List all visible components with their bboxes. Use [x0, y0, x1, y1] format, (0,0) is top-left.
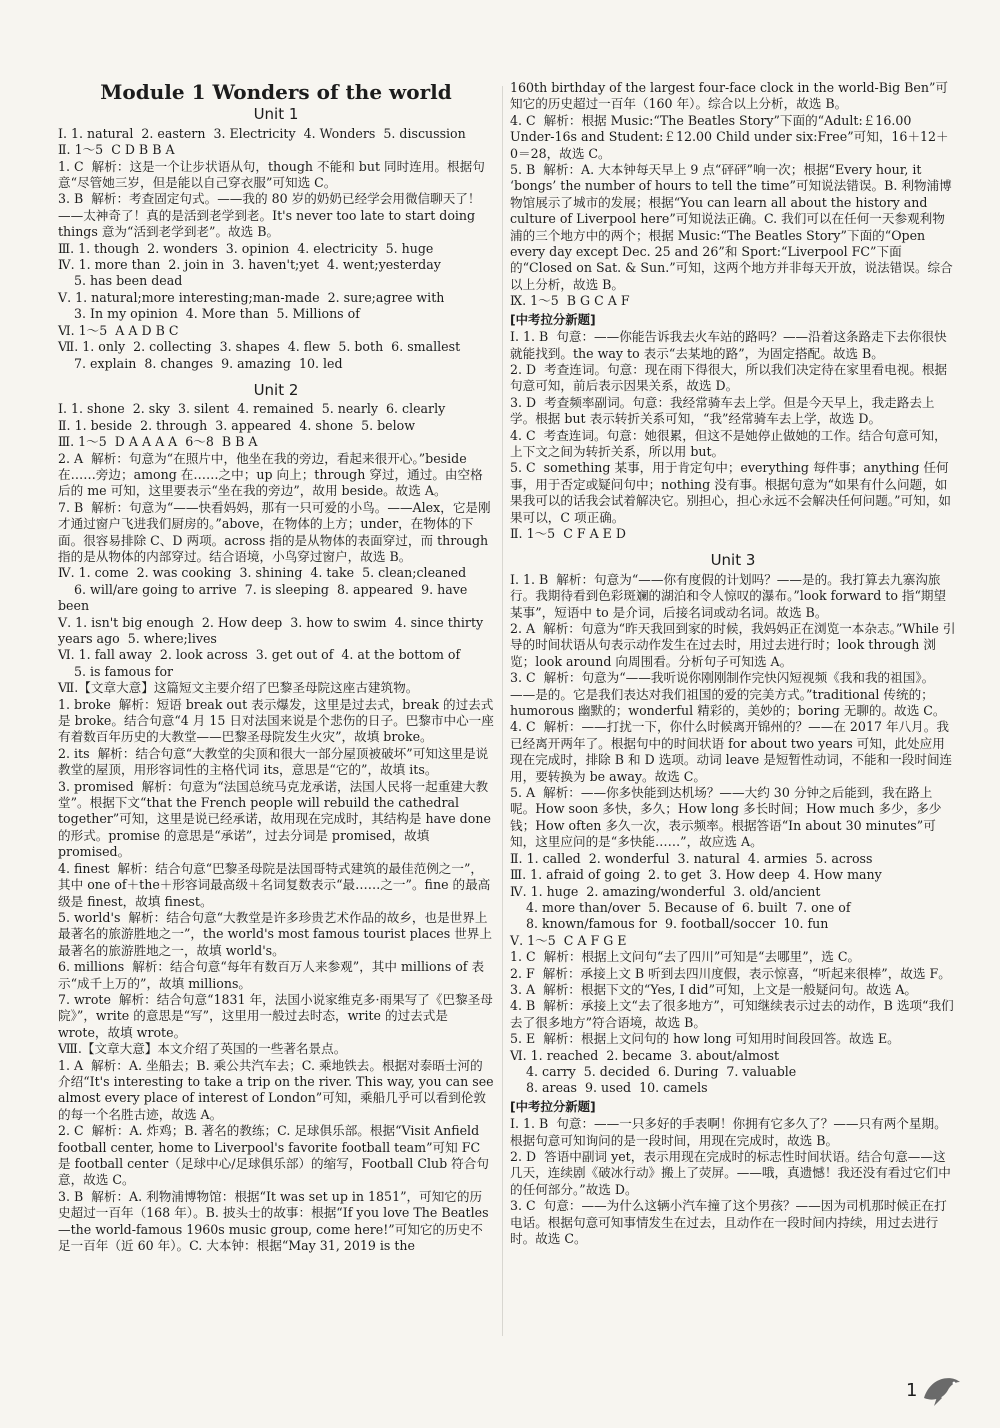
answer-line: 2. C 解析：A. 炸鸡；B. 著名的教练；C. 足球俱乐部。根据“Visit Anfield football center, home to Liverpool's favorite football team”可知 FC 是 football center（足球中心/足球俱乐部）的缩写，Football Club 符合句意，故选 C。 [58, 1123, 489, 1188]
answer-line: Ⅱ. 1～5 C D B B A [58, 142, 175, 158]
unit2-answers [58, 401, 498, 1254]
answer-line: Ⅷ.【文章大意】本文介绍了英国的一些著名景点。 [58, 1041, 347, 1057]
answer-line: Ⅰ. 1. B 解析：句意为“——你有度假的计划吗？——是的。我打算去九寨沟旅行。我期待看到色彩斑斓的湖泊和令人惊叹的瀑布。”look forward to 指“期望某事”，短语中 to 是介词，后接名词或动名词。故选 B。 [510, 571, 947, 620]
answer-line: 3. B 解析：A. 利物浦博物馆：根据“It was set up in 1851”，可知它的历史超过一百年（168 年）。B. 披头士的故事：根据“If you love The Beatles—the world-famous 1960s music group, come here!”可知它的历史不足一百年（近 60 年）。C. 大本钟：根据“May 31, 2019 is the [58, 1188, 489, 1254]
answer-line: Ⅱ. 1. called 2. wonderful 3. natural 4. armies 5. across [510, 850, 873, 866]
unit2-title: Unit 2 [253, 380, 299, 399]
answer-line: Ⅶ.【文章大意】这篇短文主要介绍了巴黎圣母院这座古建筑物。 [58, 680, 419, 696]
left-column [58, 80, 498, 1254]
answer-line: Ⅶ. 1. only 2. collecting 3. shapes 4. flew 5. both 6. smallest [58, 339, 461, 355]
unit3-answers [510, 572, 956, 1097]
answer-line: 7. wrote 解析：结合句意“1831 年，法国小说家维克多·雨果写了《巴黎圣母院》”，write 的意思是“写”，这里用一般过去时态，write 的过去式是 wrote，故填 wrote。 [58, 991, 493, 1040]
answer-line: 4. more than/over 5. Because of 6. built 7. one of [510, 899, 851, 915]
answer-line: Ⅲ. 1. though 2. wonders 3. opinion 4. electricity 5. huge [58, 240, 434, 256]
answer-line: 6. will/are going to arrive 7. is sleeping 8. appeared 9. have been [58, 581, 472, 614]
answer-line: 2. A 解析：句意为“在照片中，他坐在我的旁边，看起来很开心。”beside 在……旁边；among 在……之中；up 向上；through 穿过，通过。由空格后的 me 可知，这里要表示“坐在我的旁边”，故用 beside。故选 A。 [58, 450, 483, 499]
answer-line: Ⅰ. 1. B 句意：——你能告诉我去火车站的路吗？——沿着这条路走下去你很快就能找到。the way to 表示“去某地的路”，为固定搭配。故选 B。 [510, 329, 947, 361]
right-column [510, 80, 956, 1247]
answer-line: Ⅳ. 1. come 2. was cooking 3. shining 4. take 5. clean;cleaned [58, 565, 467, 581]
answer-line: 8. known/famous for 9. football/soccer 10. fun [510, 916, 829, 932]
answer-line: 2. F 解析：承接上文 B 听到去四川度假，表示惊喜，“听起来很棒”，故选 F。 [510, 965, 951, 981]
answer-line: Ⅴ. 1～5 C A F G E [510, 932, 627, 948]
answer-line: 5. B 解析：A. 大本钟每天早上 9 点“砰砰”响一次；根据“Every hour, it ‘bongs’ the number of hours to tell the time”可知说法错误。B. 利物浦博物馆展示了城市的发展；根据“You can learn all about the history and culture of Liverpool here”可知说法正确。C. 我们可以在任何一天参观利物浦的三个地方中的两个；根据 Music:“The Beatles Story”下面的“Open every day except Dec. 25 and 26”和 Sport:“Liverpool FC”下面的“Closed on Sat. & Sun.”可知，这两个地方并非每天开放，说法错误。综合以上分析，故选 B。 [510, 162, 953, 292]
answer-line: 2. D 考查连词。句意：现在雨下得很大，所以我们决定待在家里看电视。根据句意可知，前后表示因果关系，故选 D。 [510, 361, 948, 394]
answer-line: Ⅱ. 1. beside 2. through 3. appeared 4. shone 5. below [58, 417, 416, 433]
answer-line: 3. C 句意：——为什么这辆小汽车撞了这个男孩？——因为司机那时候正在打电话。根据句意可知事情发生在过去，且动作在一段时间内持续，用过去进行时。故选 C。 [510, 1198, 947, 1247]
unit3-title: Unit 3 [710, 551, 756, 570]
answer-line: 5. A 解析：——你多快能到达机场？——大约 30 分钟之后能到，我在路上呢。How soon 多快，多久；How long 多长时间；How much 多少，多少钱；How often 多久一次，表示频率。根据答语“In about 30 minutes”可知，这里应问的是“多快能……”，故应选 A。 [510, 785, 942, 850]
unit1-answers [58, 126, 494, 372]
answer-line: Ⅴ. 1. isn't big enough 2. How deep 3. how to swim 4. since thirty years ago 5. where;lives [58, 614, 488, 646]
answer-line: 6. millions 解析：结合句意“每年有数百万人来参观”，其中 millions of 表示“成千上万的”，故填 millions。 [58, 959, 485, 991]
answer-line: 3. B 解析：考查固定句式。——我的 80 岁的奶奶已经学会用微信聊天了！——太神奇了！真的是活到老学到老。It's never too late to start doing things 意为“活到老学到老”。故选 B。 [58, 191, 481, 240]
answer-line: 2. D 答语中副词 yet，表示用现在完成时的标志性时间状语。结合句意——这几天，连续剧《破冰行动》搬上了荧屏。——哦，真遗憾！我还没有看过它们中的任何部分。”故选 D。 [510, 1149, 951, 1197]
answer-line: Ⅲ. 1～5 D A A A A 6～8 B B A [58, 434, 258, 450]
answer-line: 5. has been dead [58, 273, 183, 289]
answer-line: 4. C 解析：根据 Music:“The Beatles Story”下面的“Adult:￡16.00 Under-16s and Student:￡12.00 Child under six:Free”可知，16＋12＋0＝28，故选 C。 [510, 112, 949, 161]
answer-line: Ⅵ. 1. reached 2. became 3. about/almost [510, 1047, 780, 1063]
answer-line: 1. broke 解析：短语 break out 表示爆发，这里是过去式，break 的过去式是 broke。结合句意“4 月 15 日对法国来说是个悲伤的日子。巴黎市中心一座有着数百年历史的大教堂——巴黎圣母院发生火灾”，故填 broke。 [58, 696, 494, 745]
unit1-title: Unit 1 [253, 105, 299, 124]
answer-line: 4. B 解析：承接上文“去了很多地方”，可知继续表示过去的动作，B 选项“我们去了很多地方”符合语境，故选 B。 [510, 998, 954, 1030]
answer-line: Ⅴ. 1. natural;more interesting;man-made 2. sure;agree with [58, 289, 445, 305]
answer-line: 160th birthday of the largest four-face clock in the world-Big Ben”可知它的历史超过一百年（160 年）。综合以上分析，故选 B。 [510, 80, 949, 112]
answer-line: 5. is famous for [58, 663, 174, 679]
answer-line: Ⅰ. 1. B 句意：——一只多好的手表啊！你拥有它多久了？——只有两个星期。根据句意可知询问的是一段时间，用现在完成时，故选 B。 [510, 1116, 947, 1148]
zhongkao-tag: [中考拉分新题] [510, 1098, 596, 1114]
zhongkao-answers [510, 1116, 956, 1247]
answer-line: 3. C 解析：句意为“——我听说你刚刚制作完快闪短视频《我和我的祖国》。——是的。它是我们表达对我们祖国的爱的完美方式。”traditional 传统的；humorous 幽默的；wonderful 精彩的，美妙的；boring 无聊的。故选 C。 [510, 670, 946, 719]
answer-line: 1. C 解析：这是一个让步状语从句，though 不能和 but 同时连用。根据句意“尽管她三岁，但是能以自己穿衣服”可知选 C。 [58, 158, 485, 191]
answer-line: 5. C something 某事，用于肯定句中；everything 每件事；anything 任何事，用于否定或疑问句中；nothing 没有事。根据句意为“如果有什么问题，如果我可以的话我会试着解决它。别担心，担心永远不会解决任何问题。”可知，如果可以，C 项正确。 [510, 460, 951, 525]
answer-line: 4. finest 解析：结合句意“巴黎圣母院是法国哥特式建筑的最佳范例之一”，其中 one of＋the＋形容词最高级＋名词复数表示“最……之一”。fine 的最高级是 finest，故填 finest。 [58, 860, 491, 909]
unit2-continued [510, 80, 956, 310]
dolphin-icon [920, 1368, 964, 1412]
answer-line: 4. C 解析：——打扰一下，你什么时候离开锦州的？——在 2017 年八月。我已经离开两年了。根据句中的时间状语 for about two years 可知，此处应用现在完成时，排除 B 和 D 选项。动词 leave 是短暂性动词，不能和一段时间连用，要转换为 be away。故选 C。 [510, 719, 953, 784]
answer-line: 7. explain 8. changes 9. amazing 10. led [58, 355, 343, 371]
answer-line: 1. C 解析：根据上文问句“去了四川”可知是“去哪里”，选 C。 [510, 949, 861, 965]
answer-line: 4. carry 5. decided 6. During 7. valuable [510, 1063, 797, 1079]
answer-line: Ⅰ. 1. natural 2. eastern 3. Electricity 4. Wonders 5. discussion [58, 125, 466, 141]
answer-line: Ⅳ. 1. huge 2. amazing/wonderful 3. old/ancient [510, 883, 821, 899]
answer-line: Ⅵ. 1. fall away 2. look across 3. get out of 4. at the bottom of [58, 647, 461, 663]
answer-line: 2. its 解析：结合句意“大教堂的尖顶和很大一部分屋顶被破坏”可知这里是说教堂的屋顶，用形容词性的主格代词 its，意思是“它的”，故填 its。 [58, 745, 489, 778]
answer-line: 5. E 解析：根据上文问句的 how long 可知用时间段回答。故选 E。 [510, 1031, 900, 1047]
column-divider [502, 86, 503, 1336]
answer-line: Ⅳ. 1. more than 2. join in 3. haven't;yet 4. went;yesterday [58, 257, 441, 273]
answer-line: Ⅵ. 1～5 A A D B C [58, 322, 179, 338]
answer-line: Ⅲ. 1. afraid of going 2. to get 3. How deep 4. How many [510, 867, 882, 883]
answer-line: 4. C 考查连词。句意：她很累，但这不是她停止做她的工作。结合句意可知，上下文之间为转折关系，所以用 but。 [510, 427, 947, 459]
page-number: 1 [906, 1380, 918, 1401]
module-title: Module 1 Wonders of the world [100, 80, 452, 104]
answer-line: 3. A 解析：根据下文的“Yes, I did”可知，上文是一般疑问句。故选 A。 [510, 981, 918, 997]
answer-line: 3. In my opinion 4. More than 5. Millions of [58, 306, 360, 322]
answer-line: 3. promised 解析：句意为“法国总统马克龙承诺，法国人民将一起重建大教堂”。根据下文“that the French people will rebuild the cathedral together”可知，这里是说已经承诺，故用现在完成时，其结构是 have done 的形式。promise 的意思是“承诺”，过去分词是 promised，故填 promised。 [58, 778, 495, 860]
answer-line: Ⅸ. 1～5 B G C A F [510, 293, 630, 309]
answer-line: Ⅱ. 1～5 C F A E D [510, 525, 626, 541]
answer-line: 3. D 考查频率副词。句意：我经常骑车去上学。但是今天早上，我走路去上学。根据 but 表示转折关系可知，“我”经常骑车去上学，故选 D。 [510, 394, 935, 427]
zhongkao-answers [510, 329, 956, 542]
answer-line: 2. A 解析：句意为“昨天我回到家的时候，我妈妈正在浏览一本杂志。”While 引导的时间状语从句表示动作发生在过去时，用过去进行时；look through 浏览；look around 向周围看。分析句子可知选 A。 [510, 621, 956, 669]
zhongkao-tag: [中考拉分新题] [510, 311, 596, 327]
answer-line: Ⅰ. 1. shone 2. sky 3. silent 4. remained 5. nearly 6. clearly [58, 401, 446, 417]
answer-line: 8. areas 9. used 10. camels [510, 1080, 708, 1096]
answer-line: 1. A 解析：A. 坐船去；B. 乘公共汽车去；C. 乘地铁去。根据对泰晤士河的介绍“It's interesting to take a trip on the river. This way, you can see almost every place of interest of London”可知，乘船几乎可以看到伦敦的每一个名胜古迹，故选 A。 [58, 1057, 498, 1122]
answer-line: 7. B 解析：句意为“——快看妈妈，那有一只可爱的小鸟。——Alex，它是刚才通过窗户飞进我们厨房的。”above，在物体的上方；under，在物体的下面。很容易排除 C、D 两项。across 指的是从物体的表面穿过，而 through 指的是从物体的内部穿过。结合语境，小鸟穿过窗户，故选 B。 [58, 499, 493, 564]
answer-line: 5. world's 解析：结合句意“大教堂是许多珍贵艺术作品的故乡，也是世界上最著名的旅游胜地之一”，the world's most famous tourist places 世界上最著名的旅游胜地之一，故填 world's。 [58, 909, 492, 958]
